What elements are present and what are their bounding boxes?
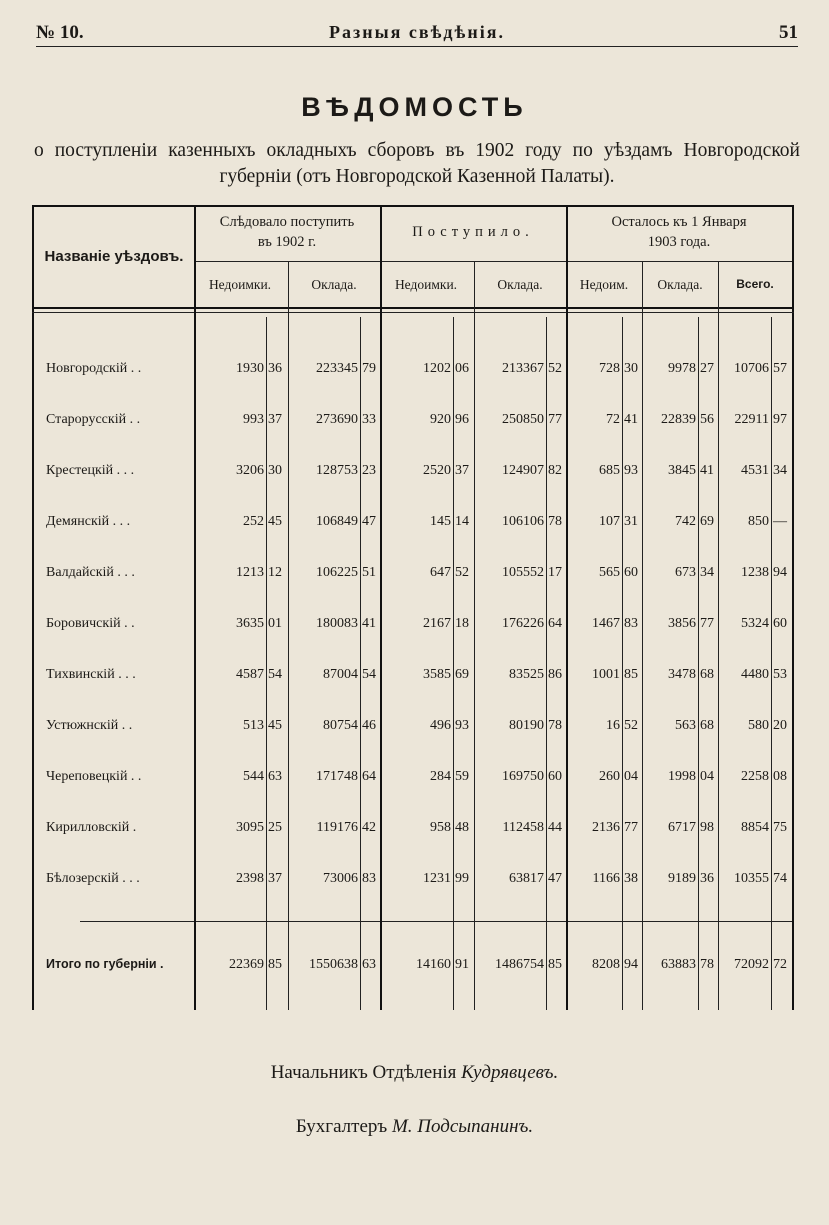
amount-kopecks: 36 <box>700 871 714 886</box>
amount-kopecks: 14 <box>455 514 469 529</box>
amount-rubles: 107 <box>599 514 620 529</box>
amount-rubles: 72092 <box>734 957 769 972</box>
amount-kopecks: 23 <box>362 463 376 478</box>
amount-rubles: 213367 <box>502 361 544 376</box>
amount-rubles: 8208 <box>592 957 620 972</box>
district-name: Кирилловскій . <box>46 820 137 835</box>
amount-rubles: 8854 <box>741 820 769 835</box>
amount-kopecks: 69 <box>700 514 714 529</box>
amount-kopecks: 44 <box>548 820 562 835</box>
sub-divider-3 <box>718 261 719 1010</box>
amount-rubles: 742 <box>675 514 696 529</box>
amount-kopecks: 79 <box>362 361 376 376</box>
district-name: Демянскій . . . <box>46 514 131 529</box>
sub-divider-0 <box>288 261 289 1010</box>
amount-rubles: 1238 <box>741 565 769 580</box>
amount-kopecks: 74 <box>773 871 787 886</box>
amount-kopecks: 37 <box>455 463 469 478</box>
amount-rubles: 544 <box>243 769 264 784</box>
amount-kopecks: 42 <box>362 820 376 835</box>
amount-rubles: 3095 <box>236 820 264 835</box>
amount-rubles: 1213 <box>236 565 264 580</box>
amount-rubles: 260 <box>599 769 620 784</box>
amount-kopecks: 37 <box>268 412 282 427</box>
subheader-remaining-total: Всего. <box>736 277 774 291</box>
issue-number: № 10. <box>36 22 84 43</box>
running-header <box>36 18 798 48</box>
subheader-remaining-assessment: Оклада. <box>657 277 703 292</box>
amount-kopecks: 20 <box>773 718 787 733</box>
kopeck-divider-5 <box>698 317 699 1010</box>
amount-kopecks: 25 <box>268 820 282 835</box>
amount-kopecks: 77 <box>700 616 714 631</box>
amount-kopecks: 63 <box>362 957 376 972</box>
amount-rubles: 3478 <box>668 667 696 682</box>
amount-kopecks: 60 <box>548 769 562 784</box>
amount-rubles: 2398 <box>236 871 264 886</box>
amount-kopecks: — <box>773 514 787 529</box>
amount-rubles: 72 <box>606 412 620 427</box>
amount-rubles: 284 <box>430 769 451 784</box>
group-header-due-line1: Слѣдовало поступить <box>219 214 355 230</box>
district-name: Валдайскій . . . <box>46 565 135 580</box>
district-name: Новгородскій . . <box>46 361 142 376</box>
header-bottom-rule-2 <box>32 312 794 313</box>
amount-kopecks: 12 <box>268 565 282 580</box>
kopeck-divider-3 <box>546 317 547 1010</box>
table-right-rule <box>792 205 794 1010</box>
table-top-rule <box>32 205 794 207</box>
signature-title-accountant: Бухгалтеръ <box>295 1116 388 1137</box>
amount-kopecks: 98 <box>700 820 714 835</box>
amount-rubles: 1550638 <box>309 957 358 972</box>
district-name: Тихвинскій . . . <box>46 667 136 682</box>
amount-rubles: 1930 <box>236 361 264 376</box>
amount-kopecks: 85 <box>268 957 282 972</box>
amount-rubles: 1166 <box>592 871 620 886</box>
total-separator-rule <box>80 921 792 922</box>
group-header-remaining-line2: 1903 года. <box>647 234 711 250</box>
amount-kopecks: 85 <box>624 667 638 682</box>
subheader-due-arrears: Недоимки. <box>208 277 272 292</box>
signature-name-head: Кудрявцевъ. <box>461 1062 559 1083</box>
amount-rubles: 2258 <box>741 769 769 784</box>
header-rule <box>36 46 798 47</box>
amount-rubles: 73006 <box>323 871 358 886</box>
amount-rubles: 1001 <box>592 667 620 682</box>
amount-rubles: 3206 <box>236 463 264 478</box>
amount-rubles: 180083 <box>316 616 358 631</box>
kopeck-divider-6 <box>771 317 772 1010</box>
amount-rubles: 124907 <box>502 463 544 478</box>
amount-kopecks: 64 <box>362 769 376 784</box>
amount-rubles: 2167 <box>423 616 451 631</box>
district-name: Крестецкій . . . <box>46 463 135 478</box>
amount-kopecks: 97 <box>773 412 787 427</box>
amount-kopecks: 30 <box>268 463 282 478</box>
amount-kopecks: 52 <box>548 361 562 376</box>
amount-kopecks: 34 <box>773 463 787 478</box>
total-row-label: Итого по губерніи . <box>46 957 164 971</box>
amount-rubles: 647 <box>430 565 451 580</box>
amount-kopecks: 47 <box>362 514 376 529</box>
group-header-remaining-line1: Осталось къ 1 Января <box>611 214 747 230</box>
page-number: 51 <box>779 22 798 43</box>
amount-kopecks: 45 <box>268 718 282 733</box>
amount-rubles: 673 <box>675 565 696 580</box>
amount-kopecks: 83 <box>624 616 638 631</box>
group-header-received: Поступило. <box>412 224 534 240</box>
amount-kopecks: 34 <box>700 565 714 580</box>
amount-rubles: 112458 <box>502 820 544 835</box>
district-name: Устюжнскій . . <box>46 718 133 733</box>
amount-rubles: 9189 <box>668 871 696 886</box>
amount-kopecks: 77 <box>548 412 562 427</box>
amount-kopecks: 78 <box>548 514 562 529</box>
amount-rubles: 1231 <box>423 871 451 886</box>
amount-rubles: 10355 <box>734 871 769 886</box>
amount-rubles: 250850 <box>502 412 544 427</box>
amount-kopecks: 54 <box>362 667 376 682</box>
amount-rubles: 3856 <box>668 616 696 631</box>
amount-kopecks: 38 <box>624 871 638 886</box>
amount-kopecks: 27 <box>700 361 714 376</box>
amount-rubles: 3585 <box>423 667 451 682</box>
amount-kopecks: 78 <box>700 957 714 972</box>
amount-rubles: 2520 <box>423 463 451 478</box>
amount-kopecks: 86 <box>548 667 562 682</box>
amount-rubles: 106106 <box>502 514 544 529</box>
amount-rubles: 4480 <box>741 667 769 682</box>
amount-rubles: 563 <box>675 718 696 733</box>
amount-kopecks: 47 <box>548 871 562 886</box>
amount-kopecks: 57 <box>773 361 787 376</box>
group-divider-0 <box>194 205 196 1010</box>
amount-rubles: 958 <box>430 820 451 835</box>
subheader-remaining-arrears: Недоим. <box>579 277 629 292</box>
amount-rubles: 5324 <box>741 616 769 631</box>
amount-rubles: 80190 <box>509 718 544 733</box>
district-name: Старорусскій . . <box>46 412 141 427</box>
kopeck-divider-0 <box>266 317 267 1010</box>
amount-rubles: 993 <box>243 412 264 427</box>
amount-rubles: 252 <box>243 514 264 529</box>
amount-kopecks: 60 <box>624 565 638 580</box>
sub-divider-2 <box>642 261 643 1010</box>
group-divider-2 <box>566 205 568 1010</box>
amount-kopecks: 94 <box>624 957 638 972</box>
subheader-received-assessment: Оклада. <box>497 277 543 292</box>
amount-kopecks: 04 <box>624 769 638 784</box>
amount-rubles: 128753 <box>316 463 358 478</box>
amount-rubles: 22839 <box>661 412 696 427</box>
amount-kopecks: 54 <box>268 667 282 682</box>
amount-kopecks: 31 <box>624 514 638 529</box>
signature-head-of-department <box>0 1062 829 1084</box>
amount-kopecks: 56 <box>700 412 714 427</box>
signature-name-accountant: М. Подсыпанинъ. <box>391 1116 534 1137</box>
column-header-district: Названіе уѣздовъ. <box>44 248 184 265</box>
amount-kopecks: 68 <box>700 667 714 682</box>
amount-rubles: 171748 <box>316 769 358 784</box>
district-name: Бѣлозерскій . . . <box>46 871 140 886</box>
section-title: Разныя свѣдѣнія. <box>329 22 505 42</box>
amount-kopecks: 99 <box>455 871 469 886</box>
amount-rubles: 496 <box>430 718 451 733</box>
amount-rubles: 513 <box>243 718 264 733</box>
amount-kopecks: 41 <box>700 463 714 478</box>
amount-rubles: 4587 <box>236 667 264 682</box>
kopeck-divider-4 <box>622 317 623 1010</box>
amount-rubles: 83525 <box>509 667 544 682</box>
amount-kopecks: 46 <box>362 718 376 733</box>
amount-rubles: 223345 <box>316 361 358 376</box>
amount-kopecks: 64 <box>548 616 562 631</box>
signature-accountant <box>0 1116 829 1138</box>
amount-rubles: 22369 <box>229 957 264 972</box>
amount-kopecks: 85 <box>548 957 562 972</box>
amount-kopecks: 68 <box>700 718 714 733</box>
signature-title-head: Начальникъ Отдѣленія <box>270 1062 457 1083</box>
amount-rubles: 105552 <box>502 565 544 580</box>
amount-kopecks: 91 <box>455 957 469 972</box>
amount-kopecks: 69 <box>455 667 469 682</box>
amount-rubles: 80754 <box>323 718 358 733</box>
amount-rubles: 920 <box>430 412 451 427</box>
kopeck-divider-1 <box>360 317 361 1010</box>
amount-rubles: 1998 <box>668 769 696 784</box>
amount-kopecks: 63 <box>268 769 282 784</box>
amount-kopecks: 41 <box>624 412 638 427</box>
header-bottom-rule <box>32 307 794 309</box>
amount-rubles: 176226 <box>502 616 544 631</box>
amount-rubles: 1486754 <box>495 957 544 972</box>
amount-rubles: 1202 <box>423 361 451 376</box>
amount-kopecks: 52 <box>455 565 469 580</box>
document-title: ВѢДОМОСТЬ <box>301 92 528 122</box>
amount-rubles: 145 <box>430 514 451 529</box>
amount-rubles: 106849 <box>316 514 358 529</box>
amount-kopecks: 59 <box>455 769 469 784</box>
amount-kopecks: 83 <box>362 871 376 886</box>
amount-kopecks: 06 <box>455 361 469 376</box>
amount-kopecks: 78 <box>548 718 562 733</box>
amount-kopecks: 77 <box>624 820 638 835</box>
amount-kopecks: 04 <box>700 769 714 784</box>
group-header-due-line2: въ 1902 г. <box>257 234 317 250</box>
amount-rubles: 63817 <box>509 871 544 886</box>
amount-kopecks: 18 <box>455 616 469 631</box>
header-group-rule <box>194 261 792 262</box>
amount-rubles: 6717 <box>668 820 696 835</box>
amount-rubles: 10706 <box>734 361 769 376</box>
amount-kopecks: 45 <box>268 514 282 529</box>
document-subtitle: о поступленіи казенныхъ окладныхъ сборовъ въ 1902 году по уѣздамъ Новгородской губерніи (отъ Новгородской Казенной Палаты). <box>34 140 800 187</box>
sub-divider-1 <box>474 261 475 1010</box>
amount-kopecks: 94 <box>773 565 787 580</box>
amount-rubles: 685 <box>599 463 620 478</box>
subheader-due-assessment: Оклада. <box>311 277 357 292</box>
revenue-table <box>32 205 794 1010</box>
amount-rubles: 16 <box>606 718 620 733</box>
amount-rubles: 273690 <box>316 412 358 427</box>
amount-kopecks: 51 <box>362 565 376 580</box>
amount-rubles: 565 <box>599 565 620 580</box>
amount-rubles: 169750 <box>502 769 544 784</box>
amount-rubles: 728 <box>599 361 620 376</box>
amount-kopecks: 82 <box>548 463 562 478</box>
amount-rubles: 850 <box>748 514 769 529</box>
amount-kopecks: 52 <box>624 718 638 733</box>
amount-rubles: 9978 <box>668 361 696 376</box>
amount-kopecks: 36 <box>268 361 282 376</box>
amount-kopecks: 17 <box>548 565 562 580</box>
group-divider-1 <box>380 205 382 1010</box>
amount-rubles: 4531 <box>741 463 769 478</box>
amount-rubles: 22911 <box>734 412 769 427</box>
amount-rubles: 87004 <box>323 667 358 682</box>
amount-rubles: 119176 <box>316 820 358 835</box>
amount-rubles: 106225 <box>316 565 358 580</box>
amount-kopecks: 93 <box>455 718 469 733</box>
amount-rubles: 3635 <box>236 616 264 631</box>
amount-rubles: 14160 <box>416 957 451 972</box>
table-left-rule <box>32 205 34 1010</box>
district-name: Боровичскій . . <box>46 616 135 631</box>
amount-kopecks: 30 <box>624 361 638 376</box>
amount-rubles: 2136 <box>592 820 620 835</box>
district-name: Череповецкій . . <box>46 769 142 784</box>
amount-kopecks: 93 <box>624 463 638 478</box>
amount-kopecks: 41 <box>362 616 376 631</box>
amount-rubles: 63883 <box>661 957 696 972</box>
amount-kopecks: 72 <box>773 957 787 972</box>
amount-rubles: 580 <box>748 718 769 733</box>
amount-rubles: 3845 <box>668 463 696 478</box>
amount-rubles: 1467 <box>592 616 620 631</box>
kopeck-divider-2 <box>453 317 454 1010</box>
amount-kopecks: 96 <box>455 412 469 427</box>
amount-kopecks: 37 <box>268 871 282 886</box>
amount-kopecks: 33 <box>362 412 376 427</box>
subheader-received-arrears: Недоимки. <box>394 277 458 292</box>
amount-kopecks: 53 <box>773 667 787 682</box>
amount-kopecks: 01 <box>268 616 282 631</box>
amount-kopecks: 48 <box>455 820 469 835</box>
amount-kopecks: 60 <box>773 616 787 631</box>
amount-kopecks: 08 <box>773 769 787 784</box>
amount-kopecks: 75 <box>773 820 787 835</box>
